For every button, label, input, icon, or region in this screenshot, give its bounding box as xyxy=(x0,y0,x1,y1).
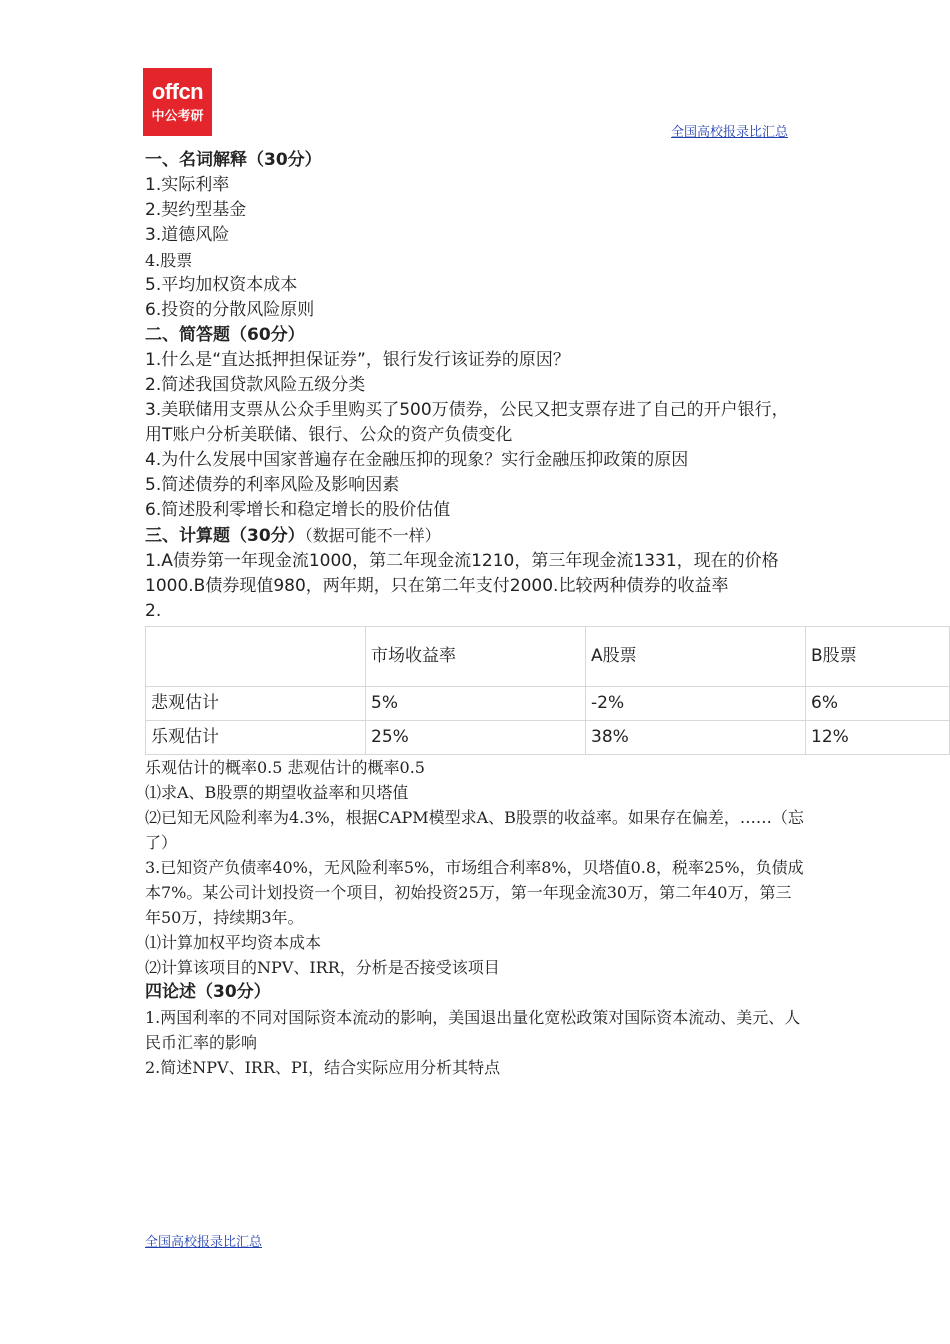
table-header-cell: 市场收益率 xyxy=(366,627,586,687)
returns-table xyxy=(145,626,950,755)
section2-item: 6.简述股利零增长和稳定增长的股价估值 xyxy=(145,500,451,520)
table-cell: 25% xyxy=(366,721,586,755)
exam-content xyxy=(145,148,857,1080)
section3-text: ⑴计算加权平均资本成本 xyxy=(145,933,322,952)
table-cell: 6% xyxy=(806,687,950,721)
table-row xyxy=(146,687,950,721)
top-link[interactable]: 全国高校报录比汇总 xyxy=(671,125,789,140)
section3-text: 3.已知资产负债率40%，无风险利率5%，市场组合利率8%，贝塔值0.8，税率25%，负债成本7%。某公司计划投资一个项目，初始投资25万，第一年现金流30万，第二年40万，第三年50万，持续期3年。 xyxy=(145,858,804,927)
section2-item: 4.为什么发展中国家普遍存在金融压抑的现象？实行金融压抑政策的原因 xyxy=(145,450,689,470)
table-header-row xyxy=(146,627,950,687)
section1-item: 2.契约型基金 xyxy=(145,200,247,220)
section3-heading-line xyxy=(145,523,805,549)
table-cell: 12% xyxy=(806,721,950,755)
section2-item: 1.什么是“直达抵押担保证券”，银行发行该证券的原因？ xyxy=(145,350,570,370)
logo-text-cn: 中公考研 xyxy=(151,109,204,124)
logo-text-en: offcn xyxy=(151,79,204,104)
offcn-logo xyxy=(143,68,212,136)
table-cell: 5% xyxy=(366,687,586,721)
section3-q1: 1.A债券第一年现金流1000，第二年现金流1210，第三年现金流1331，现在的价格1000.B债券现值980，两年期，只在第二年支付2000.比较两种债券的收益率 xyxy=(145,551,779,596)
section3-text: ⑵计算该项目的NPV、IRR，分析是否接受该项目 xyxy=(145,958,500,977)
section1-item: 3.道德风险 xyxy=(145,225,230,245)
section1-item: 6.投资的分散风险原则 xyxy=(145,300,315,320)
bottom-link[interactable]: 全国高校报录比汇总 xyxy=(145,1235,263,1250)
table-cell: 38% xyxy=(586,721,806,755)
section2-item: 3.美联储用支票从公众手里购买了500万债券，公民又把支票存进了自己的开户银行，用T账户分析美联储、银行、公众的资产负债变化 xyxy=(145,400,789,445)
section4-heading: 四论述（30分） xyxy=(145,982,271,1002)
table-header-cell: A股票 xyxy=(586,627,806,687)
section1-heading: 一、名词解释（30分） xyxy=(145,150,322,170)
table-cell: 悲观估计 xyxy=(146,687,366,721)
section1-item: 4.股票 xyxy=(145,251,193,270)
section3-text: 乐观估计的概率0.5 悲观估计的概率0.5 xyxy=(145,758,425,777)
section4-item: 2.简述NPV、IRR、PI，结合实际应用分析其特点 xyxy=(145,1058,501,1077)
table-cell: 乐观估计 xyxy=(146,721,366,755)
section1-item: 1.实际利率 xyxy=(145,175,230,195)
table-row xyxy=(146,721,950,755)
section3-text: ⑴求A、B股票的期望收益率和贝塔值 xyxy=(145,783,409,802)
table-header-cell xyxy=(146,627,366,687)
table-header-cell: B股票 xyxy=(806,627,950,687)
section2-item: 2.简述我国贷款风险五级分类 xyxy=(145,375,366,395)
section3-q2-label: 2. xyxy=(145,601,162,621)
section2-heading: 二、简答题（60分） xyxy=(145,325,305,345)
section3-text: ⑵已知无风险利率为4.3%，根据CAPM模型求A、B股票的收益率。如果存在偏差，……（忘了） xyxy=(145,808,804,852)
section1-item: 5.平均加权资本成本 xyxy=(145,275,298,295)
section2-item: 5.简述债券的利率风险及影响因素 xyxy=(145,475,400,495)
table-cell: -2% xyxy=(586,687,806,721)
section3-heading: 三、计算题（30分） xyxy=(145,526,305,546)
section3-note: （数据可能不一样） xyxy=(304,526,441,545)
section4-item: 1.两国利率的不同对国际资本流动的影响，美国退出量化宽松政策对国际资本流动、美元、人民币汇率的影响 xyxy=(145,1008,801,1052)
